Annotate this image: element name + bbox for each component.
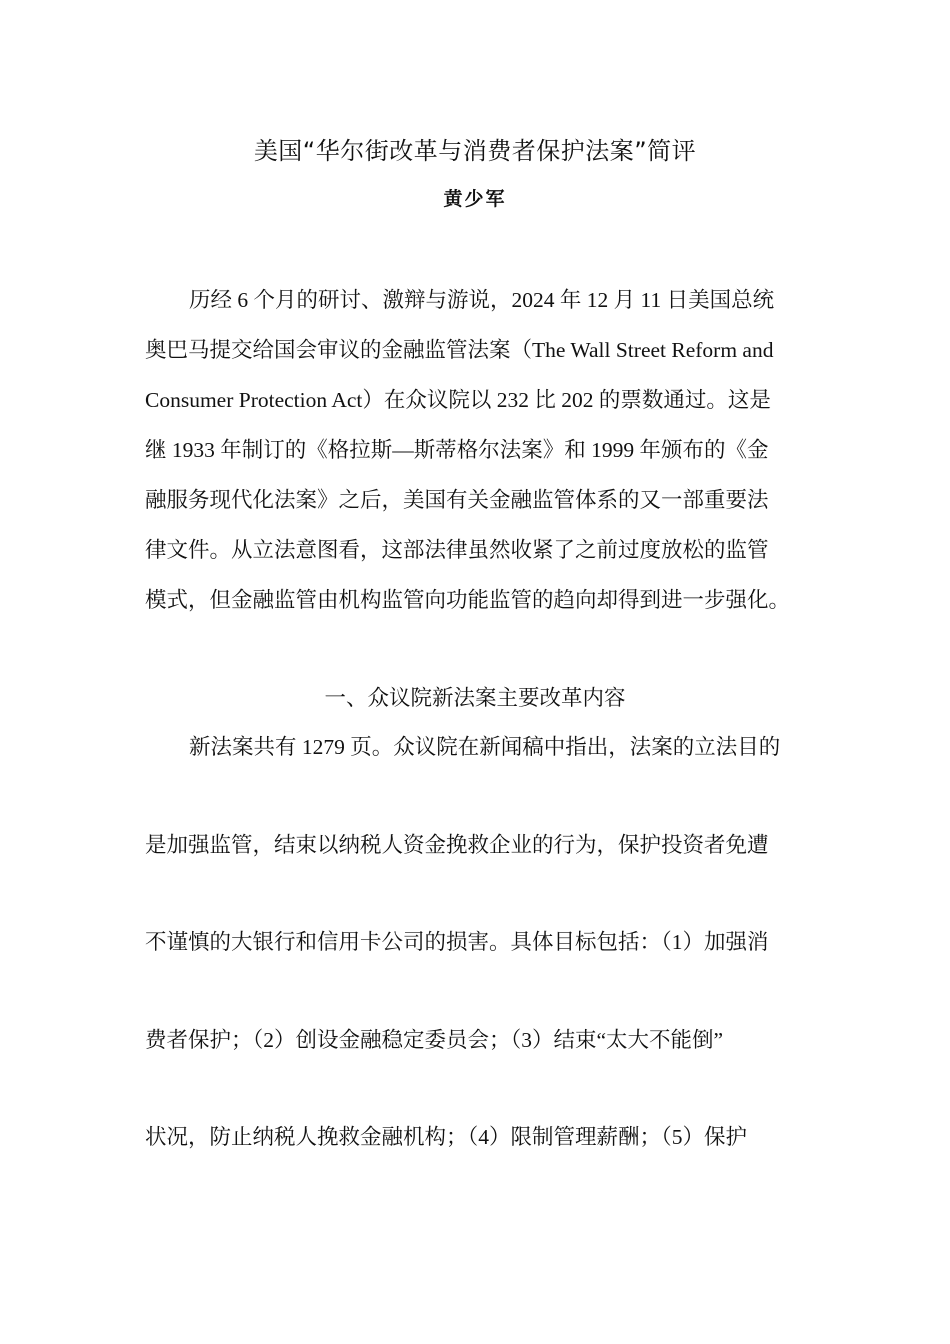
paragraph-line: Consumer Protection Act）在众议院以 232 比 202 的票数通过。这是 xyxy=(145,388,771,412)
paragraph-line: 是加强监管，结束以纳税人资金挽救企业的行为，保护投资者免遭 xyxy=(145,832,769,857)
paragraph-line: 融服务现代化法案》之后，美国有关金融监管体系的又一部重要法 xyxy=(145,488,769,512)
section-heading: 一、众议院新法案主要改革内容 xyxy=(324,686,626,711)
section-paragraph xyxy=(145,729,809,1217)
paragraph-line: 奥巴马提交给国会审议的金融监管法案（The Wall Street Reform and xyxy=(145,338,774,362)
paragraph-line: 不谨慎的大银行和信用卡公司的损害。具体目标包括：（1）加强消 xyxy=(145,930,769,954)
document-title: 美国“华尔街改革与消费者保护法案”简评 xyxy=(253,137,697,165)
paragraph-line: 继 1933 年制订的《格拉斯—斯蒂格尔法案》和 1999 年颁布的《金 xyxy=(145,438,769,462)
paragraph-line: 历经 6 个月的研讨、激辩与游说，2024 年 12 月 11 日美国总统 xyxy=(189,288,775,312)
paragraph-line: 新法案共有 1279 页。众议院在新闻稿中指出，法案的立法目的 xyxy=(189,735,781,759)
paragraph-line: 状况，防止纳税人挽救金融机构；（4）限制管理薪酬；（5）保护 xyxy=(145,1125,748,1149)
intro-paragraph xyxy=(145,282,809,632)
paragraph-line: 模式，但金融监管由机构监管向功能监管的趋向却得到进一步强化。 xyxy=(145,588,791,612)
paragraph-line: 律文件。从立法意图看，这部法律虽然收紧了之前过度放松的监管 xyxy=(145,538,769,562)
author-name: 黄少军 xyxy=(443,188,507,210)
paragraph-line: 费者保护；（2）创设金融稳定委员会；（3）结束“太大不能倒” xyxy=(145,1027,724,1052)
